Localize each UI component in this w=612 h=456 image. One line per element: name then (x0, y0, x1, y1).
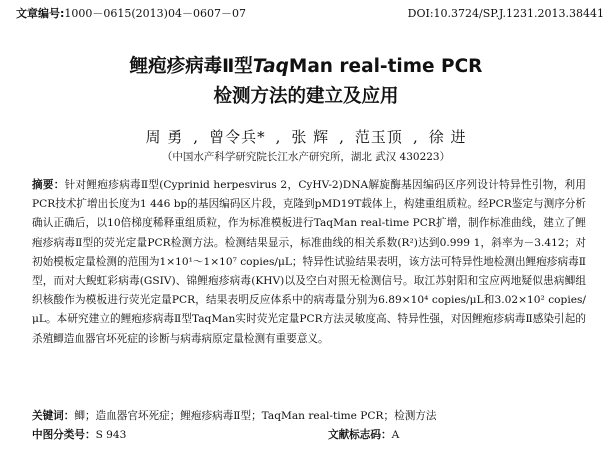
author: 周 勇 (145, 128, 184, 146)
clc-number (32, 429, 126, 441)
article-number-label: 文章编号: (16, 7, 65, 20)
title-line-1-a: 鲤疱疹病毒Ⅱ型 (129, 56, 253, 77)
document-code-label: 文献标志码： (328, 429, 392, 441)
author: 徐 进 (428, 128, 467, 146)
article-number (16, 7, 246, 21)
keywords-text: 鲫；造血器官坏死症；鲤疱疹病毒Ⅱ型；TaqMan real-time PCR；检测方法 (74, 410, 437, 422)
keywords-label: 关键词： (32, 410, 75, 422)
doi: DOI:10.3724/SP.J.1231.2013.38441 (407, 7, 604, 20)
clc-value: S 943 (95, 429, 127, 441)
author-list: 周 勇 , 曾令兵* , 张 辉 , 范玉顶 , 徐 进 (145, 128, 467, 146)
journal-header (16, 7, 604, 21)
title-line-2: 检测方法的建立及应用 (213, 86, 399, 107)
classification-row (32, 427, 592, 443)
keywords (32, 408, 592, 424)
title-line-1 (0, 52, 612, 82)
document-code-value: A (391, 429, 400, 441)
abstract (32, 176, 586, 349)
title-line-1-b: Man real-time PCR (288, 56, 483, 77)
author: 范玉顶 (354, 128, 403, 146)
abstract-label: 摘要： (32, 179, 65, 191)
clc-label: 中图分类号： (32, 429, 96, 441)
affiliation: （中国水产科学研究院长江水产研究所，湖北 武汉 430223） (161, 151, 451, 163)
article-number-value: 1000－0615(2013)04－0607－07 (64, 7, 246, 20)
author: 张 辉 (291, 128, 330, 146)
paper-title (0, 52, 612, 112)
author: 曾令兵* (209, 128, 266, 146)
abstract-text: 针对鲤疱疹病毒Ⅱ型(Cyprinid herpesvirus 2，CyHV-2)DNA解旋酶基因编码区序列设计特异性引物，利用PCR技术扩增出长度为1 446 bp的基因编码区片段，克隆到pMD19T载体上，构建重组质粒。经PCR鉴定与测序分析确认正确后，以10倍梯度稀释重组质粒，作为标准模板进行TaqMan real-time PCR扩增，制作标准曲线，建立了鲤疱疹病毒Ⅱ型的荧光定量PCR检测方法。检测结果显示，标准曲线的相关系数(R²)达到0.999 1，斜率为－3.412；对初始模板定量检测的范围为1×10¹～1×10⁷ copies/μL；特异性试验结果表明，该方法可特异性地检测出鲤疱疹病毒Ⅱ型，而对大鲵虹彩病毒(GSIV)、锦鲤疱疹病毒(KHV)以及空白对照无检测信号。取江苏射阳和宝应两地疑似患病鲫组织核酸作为模板进行荧光定量PCR，结果表明反应体系中的病毒量分别为6.89×10⁴ copies/μL和3.02×10² copies/μL。本研究建立的鲤疱疹病毒Ⅱ型TaqMan实时荧光定量PCR方法灵敏度高、特异性强，对因鲤疱疹病毒Ⅱ感染引起的杀殖鲫造血器官坏死症的诊断与病毒病原定量检测有重要意义。 (32, 179, 586, 345)
document-code (328, 427, 399, 443)
title-line-1-italic: Taq (252, 56, 289, 77)
